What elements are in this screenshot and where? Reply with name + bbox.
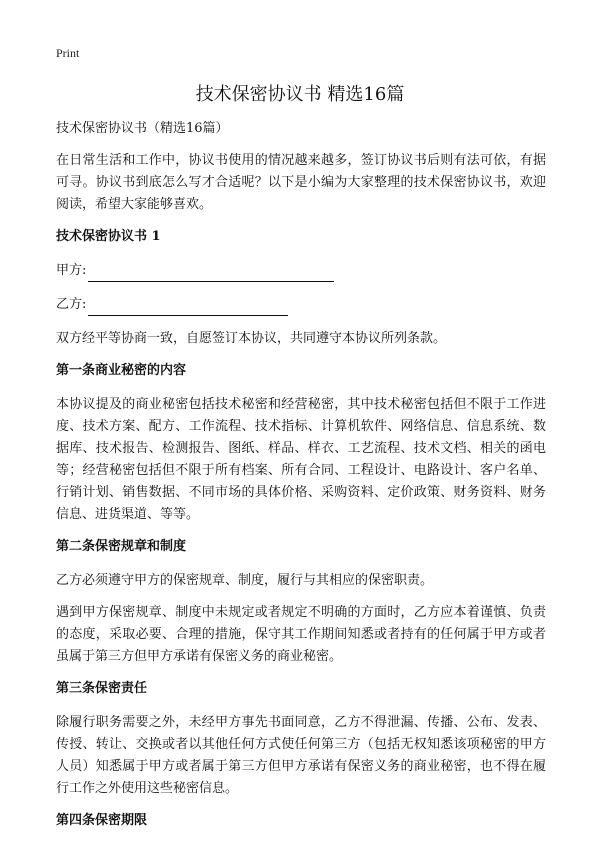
print-link[interactable]: Print: [56, 46, 80, 60]
party-a-label: 甲方:: [56, 263, 87, 278]
article-3-body: 除履行职务需要之外，未经甲方事先书面同意，乙方不得泄漏、传播、公布、发表、传授、转让、交换或者以其他任何方式使任何第三方（包括无权知悉该项秘密的甲方人员）知悉属于甲方或者属于第三方但甲方承诺有保密义务的商业秘密，也不得在履行工作之外使用这些秘密信息。: [56, 715, 546, 796]
party-a-row: [56, 260, 546, 282]
article-1-heading: 第一条商业秘密的内容: [56, 363, 187, 378]
article-4-heading: 第四条保密期限: [56, 813, 148, 828]
party-b-label: 乙方:: [56, 297, 87, 312]
article-3-heading: 第三条保密责任: [56, 681, 148, 696]
article-2-body-2: 遇到甲方保密规章、制度中未规定或者规定不明确的方面时，乙方应本着谨慎、负责的态度，采取必要、合理的措施，保守其工作期间知悉或者持有的任何属于甲方或者虽属于第三方但甲方承诺有保密义务的商业秘密。: [56, 605, 546, 664]
party-b-blank: [88, 299, 288, 316]
document-body: [56, 118, 546, 844]
document-subtitle: 技术保密协议书（精选16篇）: [56, 121, 229, 136]
party-b-row: [56, 294, 546, 316]
intro-paragraph: 在日常生活和工作中，协议书使用的情况越来越多，签订协议书后则有法可依，有据可寻。协议书到底怎么写才合适呢？以下是小编为大家整理的技术保密协议书，欢迎阅读，希望大家能够喜欢。: [56, 153, 546, 212]
agreement-paragraph: 双方经平等协商一致，自愿签订本协议，共同遵守本协议所列条款。: [56, 331, 447, 346]
section-1-title: 技术保密协议书 1: [56, 229, 161, 244]
document-title: 技术保密协议书 精选16篇: [195, 84, 405, 105]
article-1-body: 本协议提及的商业秘密包括技术秘密和经营秘密，其中技术秘密包括但不限于工作进度、技术方案、配方、工作流程、技术指标、计算机软件、网络信息、信息系统、数据库、技术报告、检测报告、图纸、样品、样衣、工艺流程、技术文档、相关的函电等；经营秘密包括但不限于所有档案、所有合同、工程设计、电路设计、客户名单、行销计划、销售数据、不同市场的具体价格、采购资料、定价政策、财务资料、财务信息、进货渠道、等等。: [56, 397, 546, 522]
article-2-heading: 第二条保密规章和制度: [56, 539, 187, 554]
article-2-body-1: 乙方必须遵守甲方的保密规章、制度，履行与其相应的保密职责。: [56, 573, 434, 588]
party-a-blank: [88, 265, 334, 282]
